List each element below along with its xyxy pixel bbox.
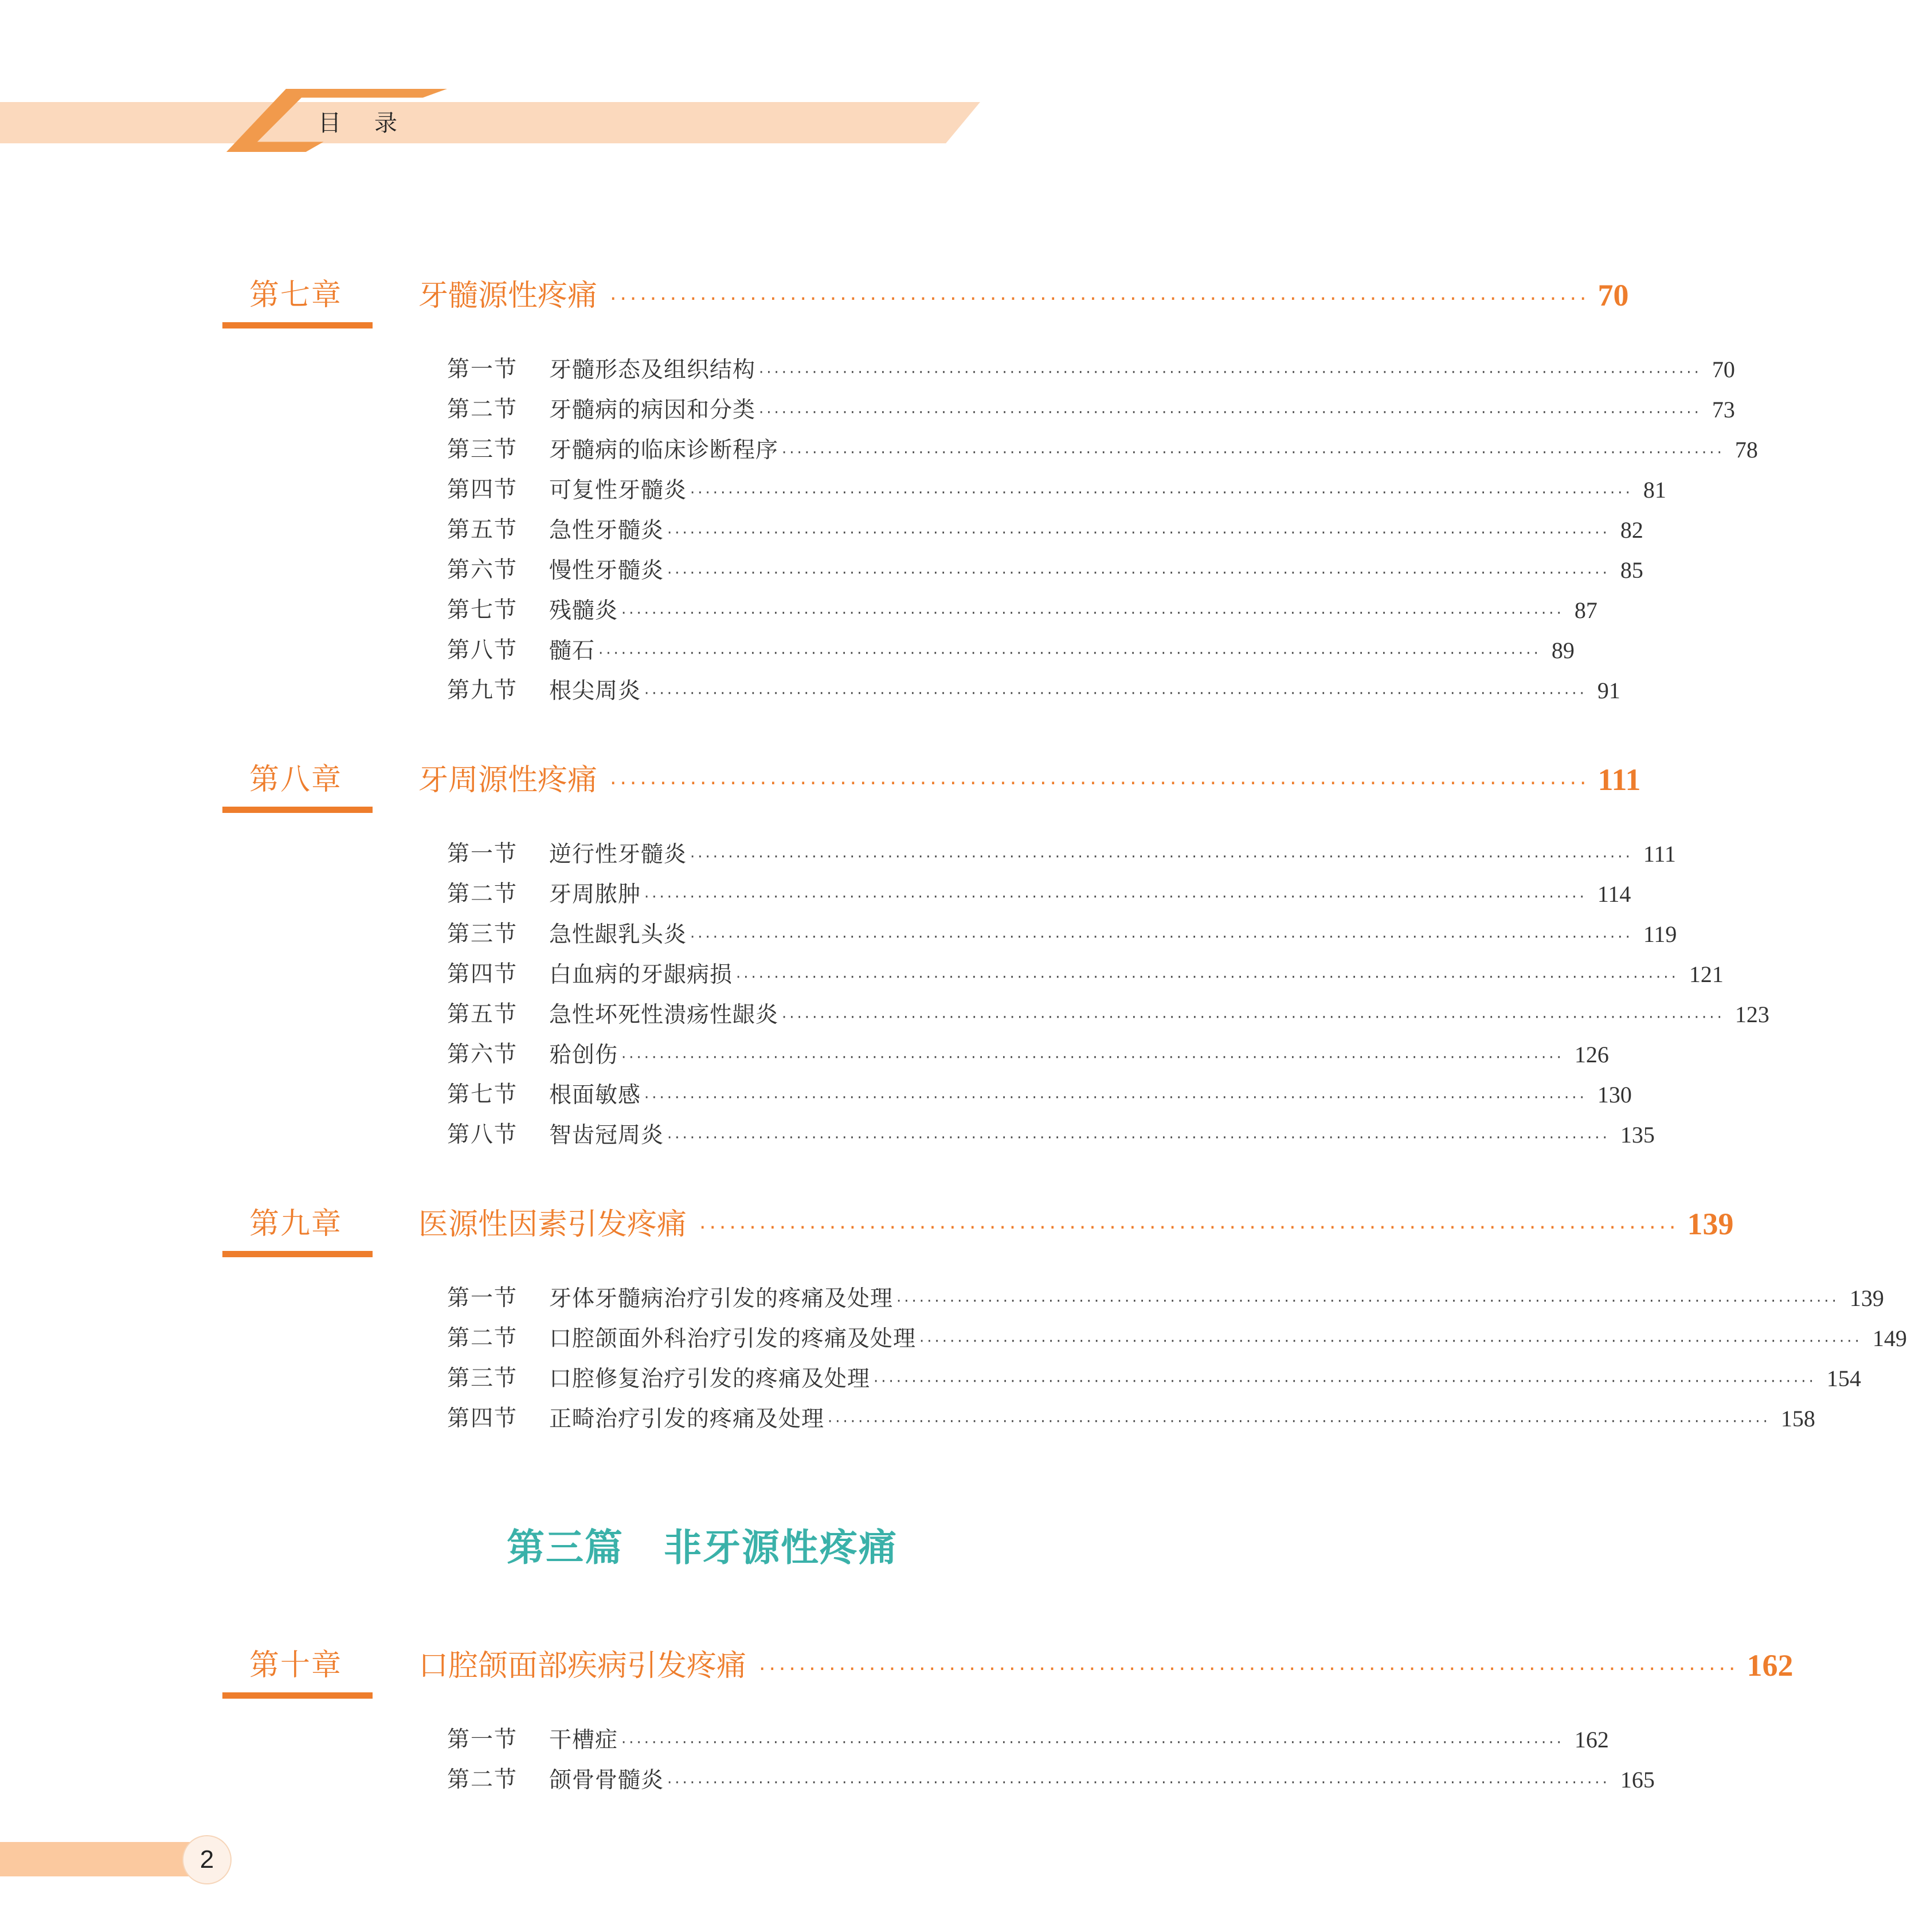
- toc-section[interactable]: [0, 998, 1769, 1032]
- chapter-number: 第七章: [249, 278, 343, 312]
- toc-section[interactable]: [0, 1402, 1815, 1436]
- section-title: 牙体牙髓病治疗引发的疼痛及处理: [549, 1286, 894, 1312]
- section-page: 81: [1643, 477, 1666, 503]
- section-entry-line: [549, 957, 1724, 992]
- section-entry-line: [549, 1402, 1815, 1436]
- section-entry-line: [549, 1078, 1632, 1112]
- dot-leader: ··································································································: [759, 1657, 1739, 1681]
- section-entry-line: [549, 998, 1769, 1032]
- chapter-page: 139: [1687, 1207, 1734, 1241]
- toc-section[interactable]: [0, 433, 1758, 467]
- toc-section[interactable]: [0, 1763, 1655, 1797]
- toc-chapter[interactable]: [0, 760, 1641, 817]
- toc-section[interactable]: [0, 1281, 1884, 1316]
- chapter-entry-line: [418, 1204, 1734, 1244]
- section-number: 第三节: [447, 1366, 518, 1391]
- chapter-underline: [222, 1251, 373, 1257]
- section-page: 70: [1712, 357, 1735, 382]
- dot-leader: ····························································································································: [667, 565, 1610, 582]
- dot-leader: ····························································································································: [828, 1413, 1771, 1430]
- section-entry-line: [549, 877, 1631, 912]
- chapter-entry-line: [418, 1645, 1794, 1685]
- chapter-number: 第八章: [249, 762, 343, 797]
- dot-leader: ····························································································································: [621, 1734, 1564, 1751]
- page-title: 目录: [318, 110, 430, 136]
- section-page: 121: [1689, 961, 1724, 987]
- chapter-entry-line: [418, 275, 1629, 315]
- dot-leader: ····························································································································: [896, 1293, 1839, 1310]
- dot-leader: ····························································································································: [782, 444, 1725, 462]
- section-number: 第二节: [447, 1325, 518, 1351]
- section-number: 第一节: [447, 1727, 518, 1753]
- section-page: 162: [1574, 1727, 1609, 1753]
- toc-section[interactable]: [0, 917, 1677, 952]
- section-entry-line: [549, 433, 1758, 467]
- dot-leader: ····························································································································: [667, 1774, 1610, 1792]
- section-page: 135: [1620, 1122, 1655, 1148]
- toc-section[interactable]: [0, 1362, 1861, 1396]
- section-title: 急性坏死性溃疡性龈炎: [549, 1002, 779, 1028]
- section-title: 智齿冠周炎: [549, 1123, 664, 1148]
- section-entry-line: [549, 1038, 1609, 1072]
- toc-section[interactable]: [0, 674, 1620, 708]
- toc-chapter[interactable]: [0, 1645, 1794, 1703]
- chapter-page: 70: [1597, 278, 1629, 312]
- dot-leader: ··································································································: [610, 287, 1590, 311]
- chapter-underline: [222, 807, 373, 813]
- section-title: 颌骨骨髓炎: [549, 1767, 664, 1793]
- chapter-title: 牙髓源性疼痛: [418, 279, 598, 313]
- section-page: 158: [1780, 1406, 1815, 1432]
- section-title: 根尖周炎: [549, 678, 641, 704]
- section-entry-line: [549, 1362, 1861, 1396]
- toc-section[interactable]: [0, 513, 1643, 547]
- dot-leader: ····························································································································: [759, 404, 1702, 421]
- chapter-page: 111: [1597, 762, 1641, 797]
- section-number: 第一节: [447, 1285, 518, 1311]
- dot-leader: ····························································································································: [621, 1049, 1564, 1066]
- section-title: 慢性牙髓炎: [549, 558, 664, 584]
- chapter-number: 第九章: [249, 1207, 343, 1241]
- section-number: 第五节: [447, 1002, 518, 1027]
- section-page: 73: [1712, 397, 1735, 423]
- footer-band: [0, 1842, 206, 1876]
- page-number: 2: [182, 1835, 232, 1884]
- section-entry-line: [549, 674, 1620, 708]
- dot-leader: ····························································································································: [874, 1373, 1816, 1390]
- section-page: 114: [1597, 881, 1631, 907]
- dot-leader: ····························································································································: [690, 848, 1633, 866]
- part-heading: [0, 1522, 1404, 1574]
- section-number: 第四节: [447, 961, 518, 987]
- section-entry-line: [549, 917, 1677, 952]
- toc-section[interactable]: [0, 1078, 1632, 1112]
- section-page: 82: [1620, 517, 1643, 543]
- section-page: 111: [1643, 841, 1676, 867]
- part-title: 非牙源性疼痛: [664, 1526, 898, 1570]
- section-number: 第四节: [447, 477, 518, 503]
- toc-section[interactable]: [0, 957, 1724, 992]
- toc-section[interactable]: [0, 1038, 1609, 1072]
- section-title: 白血病的牙龈病损: [549, 962, 733, 988]
- toc-section[interactable]: [0, 593, 1597, 628]
- section-number: 第二节: [447, 397, 518, 423]
- dot-leader: ····························································································································: [644, 889, 1587, 906]
- toc-section[interactable]: [0, 633, 1575, 668]
- section-entry-line: [549, 513, 1643, 547]
- section-page: 91: [1597, 678, 1620, 703]
- section-entry-line: [549, 393, 1735, 427]
- section-title: 正畸治疗引发的疼痛及处理: [549, 1406, 825, 1432]
- toc-section[interactable]: [0, 553, 1643, 588]
- dot-leader: ····························································································································: [644, 685, 1587, 702]
- section-number: 第三节: [447, 921, 518, 947]
- toc-chapter[interactable]: [0, 1204, 1734, 1261]
- section-number: 第七节: [447, 1082, 518, 1108]
- section-title: 根面敏感: [549, 1082, 641, 1108]
- section-entry-line: [549, 837, 1676, 871]
- chapter-underline: [222, 322, 373, 328]
- section-title: 牙髓形态及组织结构: [549, 357, 756, 383]
- section-title: 牙周脓肿: [549, 882, 641, 908]
- section-page: 154: [1826, 1366, 1861, 1391]
- section-entry-line: [549, 553, 1643, 588]
- section-page: 89: [1551, 638, 1575, 663]
- section-title: 急性龈乳头炎: [549, 922, 687, 948]
- toc-section[interactable]: [0, 1321, 1907, 1356]
- section-page: 87: [1574, 597, 1597, 623]
- section-title: 可复性牙髓炎: [549, 478, 687, 503]
- section-entry-line: [549, 353, 1735, 387]
- dot-leader: ··································································································: [610, 772, 1590, 795]
- toc-section[interactable]: [0, 877, 1631, 912]
- section-title: 急性牙髓炎: [549, 518, 664, 543]
- chapter-entry-line: [418, 760, 1641, 800]
- section-title: 口腔修复治疗引发的疼痛及处理: [549, 1366, 871, 1392]
- dot-leader: ····························································································································: [667, 1129, 1610, 1147]
- section-page: 130: [1597, 1082, 1632, 1108]
- section-number: 第二节: [447, 1767, 518, 1793]
- dot-leader: ····························································································································: [782, 1009, 1725, 1026]
- section-number: 第八节: [447, 1122, 518, 1148]
- chapter-underline: [222, 1692, 373, 1699]
- toc-section[interactable]: [0, 837, 1676, 871]
- toc-section[interactable]: [0, 353, 1735, 387]
- toc-section[interactable]: [0, 1118, 1655, 1152]
- dot-leader: ····························································································································: [919, 1333, 1862, 1350]
- section-title: 牙髓病的病因和分类: [549, 397, 756, 423]
- section-entry-line: [549, 1118, 1655, 1152]
- section-number: 第八节: [447, 638, 518, 663]
- section-number: 第六节: [447, 1042, 518, 1067]
- section-title: 逆行性牙髓炎: [549, 842, 687, 867]
- section-entry-line: [549, 1281, 1884, 1316]
- section-number: 第二节: [447, 881, 518, 907]
- section-number: 第一节: [447, 841, 518, 867]
- dot-leader: ····························································································································: [759, 364, 1702, 381]
- section-number: 第三节: [447, 437, 518, 463]
- section-entry-line: [549, 1321, 1907, 1356]
- section-number: 第六节: [447, 557, 518, 583]
- toc-section[interactable]: [0, 473, 1666, 507]
- part-number: 第三篇: [507, 1526, 624, 1570]
- dot-leader: ··································································································: [699, 1216, 1679, 1239]
- toc-section[interactable]: [0, 1723, 1609, 1757]
- section-title: 牙髓病的临床诊断程序: [549, 437, 779, 463]
- section-page: 85: [1620, 557, 1643, 583]
- section-number: 第七节: [447, 597, 518, 623]
- section-page: 126: [1574, 1042, 1609, 1067]
- section-title: 髓石: [549, 638, 596, 664]
- section-page: 123: [1734, 1002, 1769, 1027]
- chapter-title: 医源性因素引发疼痛: [418, 1207, 687, 1242]
- chapter-title: 牙周源性疼痛: [418, 763, 598, 797]
- dot-leader: ····························································································································: [690, 484, 1633, 502]
- section-entry-line: [549, 593, 1597, 628]
- section-title: 𬌗创伤: [549, 1042, 618, 1068]
- section-page: 149: [1872, 1325, 1907, 1351]
- chapter-number: 第十章: [249, 1648, 343, 1683]
- section-entry-line: [549, 1763, 1655, 1797]
- dot-leader: ····························································································································: [667, 525, 1610, 542]
- section-title: 残髓炎: [549, 598, 618, 624]
- section-page: 78: [1734, 437, 1758, 463]
- toc-chapter[interactable]: [0, 275, 1629, 333]
- section-entry-line: [549, 1723, 1609, 1757]
- section-title: 口腔颌面外科治疗引发的疼痛及处理: [549, 1326, 917, 1352]
- section-number: 第一节: [447, 357, 518, 382]
- dot-leader: ····························································································································: [621, 605, 1564, 622]
- dot-leader: ····························································································································: [690, 929, 1633, 946]
- dot-leader: ····························································································································: [736, 969, 1679, 986]
- header-banner: [0, 102, 980, 143]
- dot-leader: ····························································································································: [598, 645, 1541, 662]
- toc-section[interactable]: [0, 393, 1735, 427]
- section-number: 第五节: [447, 517, 518, 543]
- section-page: 165: [1620, 1767, 1655, 1793]
- section-page: 119: [1643, 921, 1677, 947]
- chapter-page: 162: [1747, 1648, 1794, 1683]
- section-entry-line: [549, 473, 1666, 507]
- section-entry-line: [549, 633, 1575, 668]
- chapter-title: 口腔颌面部疾病引发疼痛: [418, 1649, 747, 1683]
- section-number: 第四节: [447, 1406, 518, 1432]
- section-title: 干槽症: [549, 1727, 618, 1753]
- section-number: 第九节: [447, 678, 518, 703]
- section-page: 139: [1849, 1285, 1884, 1311]
- dot-leader: ····························································································································: [644, 1089, 1587, 1106]
